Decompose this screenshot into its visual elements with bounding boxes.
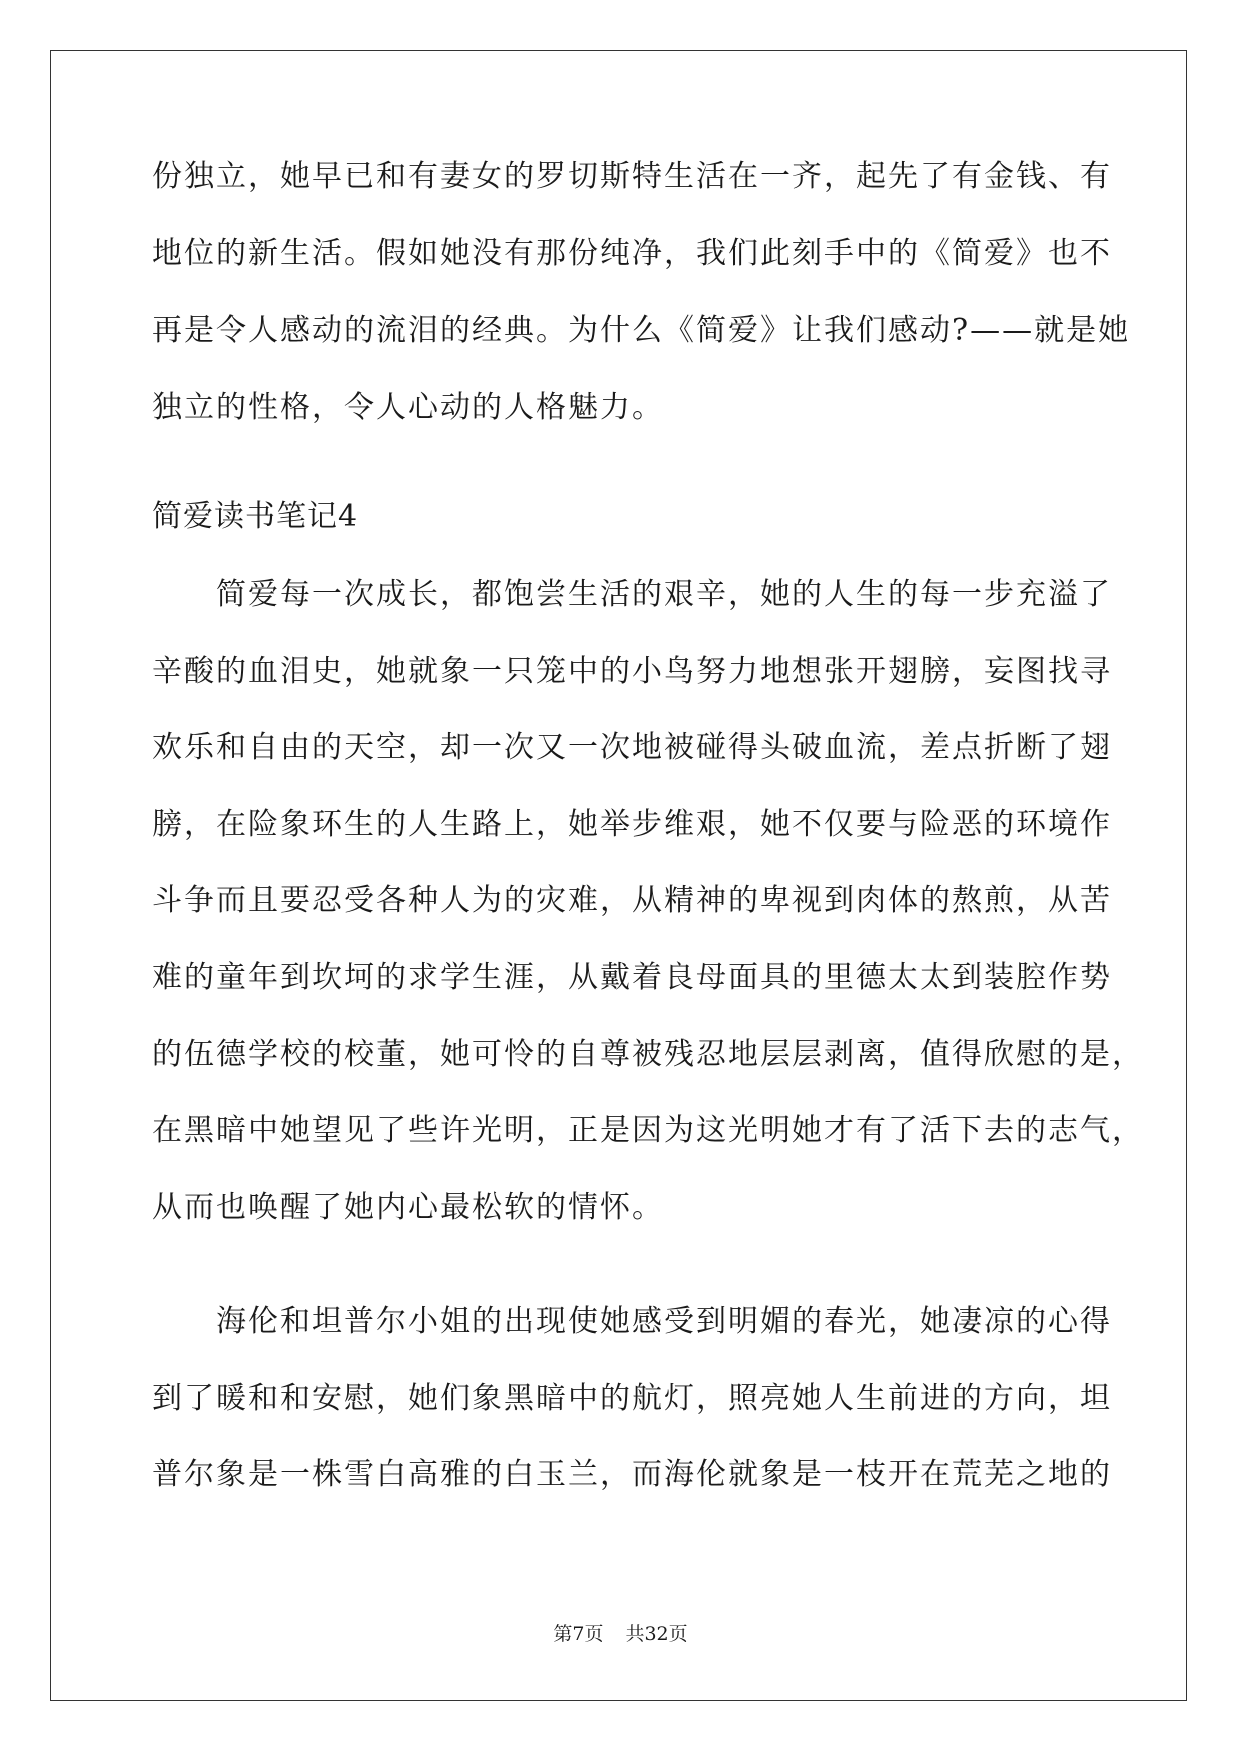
text-line: 独立的性格，令人心动的人格魅力。 — [152, 390, 664, 425]
text-line: 地位的新生活。假如她没有那份纯净，我们此刻手中的《简爱》也不 — [152, 236, 1112, 271]
page-number: 第7页 — [553, 1623, 604, 1645]
text-line: 欢乐和自由的天空，却一次又一次地被碰得头破血流，差点折断了翅 — [152, 730, 1112, 766]
text-line: 膀，在险象环生的人生路上，她举步维艰，她不仅要与险恶的环境作 — [152, 806, 1112, 842]
text-line: 海伦和坦普尔小姐的出现使她感受到明媚的春光，她凄凉的心得 — [216, 1304, 1112, 1339]
text-line: 斗争而且要忍受各种人为的灾难，从精神的卑视到肉体的熬煎，从苦 — [152, 883, 1112, 919]
text-line: 普尔象是一株雪白高雅的白玉兰，而海伦就象是一枝开在荒芜之地的 — [152, 1457, 1112, 1493]
paragraph-3 — [152, 1303, 1112, 1494]
text-line: 从而也唤醒了她内心最松软的情怀。 — [152, 1189, 664, 1225]
text-line: 的伍德学校的校董，她可怜的自尊被残忍地层层剥离，值得欣慰的是， — [152, 1036, 1144, 1072]
paragraph-continued — [152, 158, 1131, 427]
text-line: 份独立，她早已和有妻女的罗切斯特生活在一齐，起先了有金钱、有 — [152, 159, 1112, 194]
text-line: 辛酸的血泪史，她就象一只笼中的小鸟努力地想张开翅膀，妄图找寻 — [152, 653, 1112, 689]
text-line: 简爱每一次成长，都饱尝生活的艰辛，她的人生的每一步充溢了 — [216, 577, 1112, 612]
text-line: 到了暖和和安慰，她们象黑暗中的航灯，照亮她人生前进的方向，坦 — [152, 1380, 1112, 1416]
page-footer — [0, 1622, 1241, 1646]
text-line: 难的童年到坎坷的求学生涯，从戴着良母面具的里德太太到装腔作势 — [152, 959, 1112, 995]
section-heading: 简爱读书笔记4 — [152, 499, 359, 534]
text-line: 在黑暗中她望见了些许光明，正是因为这光明她才有了活下去的志气， — [152, 1113, 1144, 1149]
page-total: 共32页 — [625, 1623, 688, 1645]
paragraph-2 — [152, 576, 1144, 1227]
text-line: 再是令人感动的流泪的经典。为什么《简爱》让我们感动?——就是她 — [152, 313, 1131, 348]
